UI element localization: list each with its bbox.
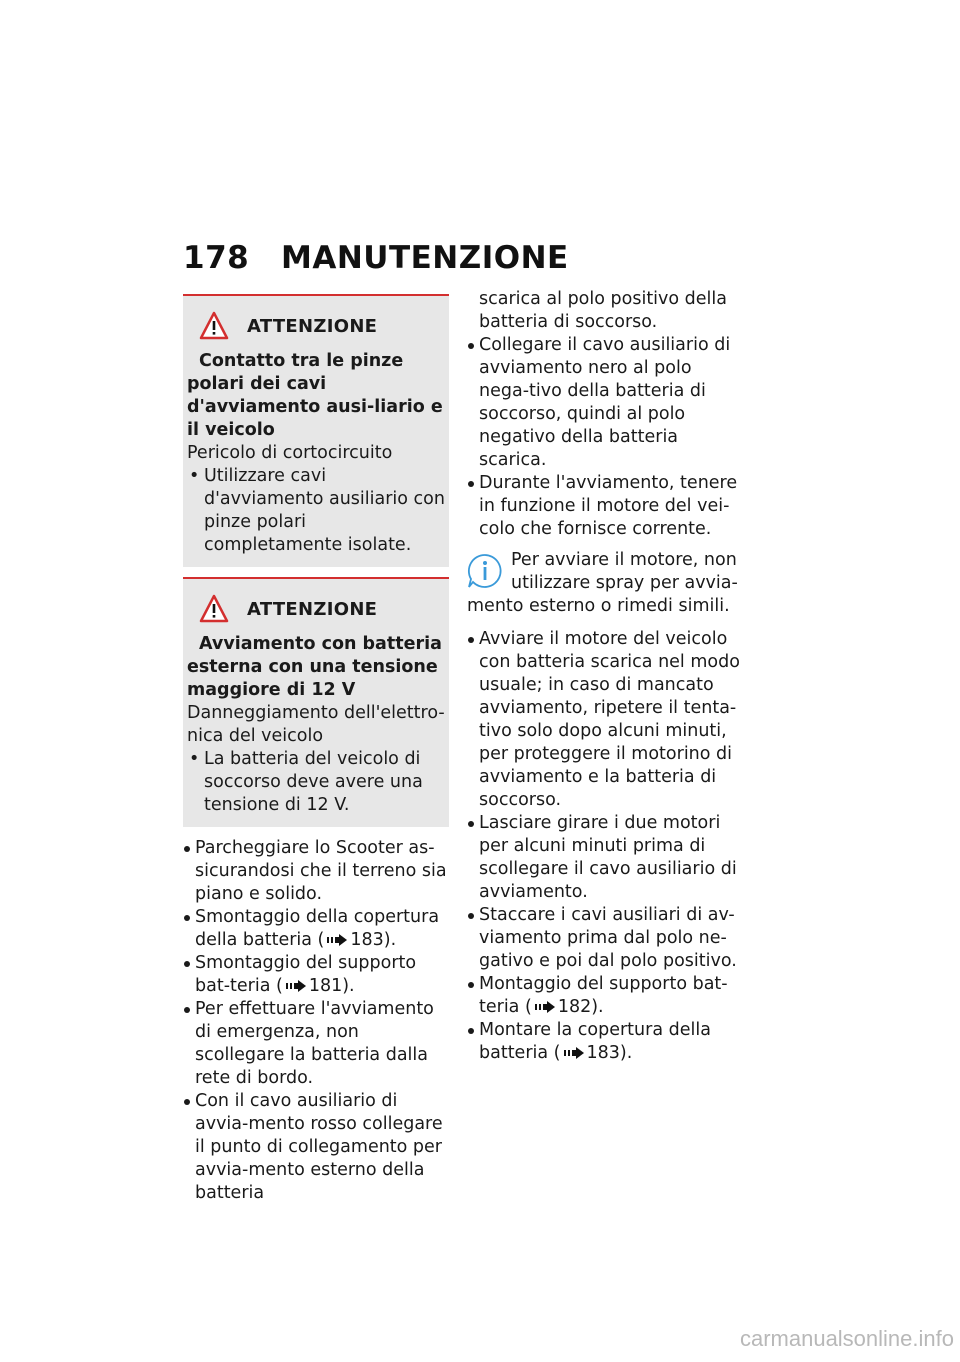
watermark: carmanualsonline.info (739, 1326, 954, 1351)
list-item: Staccare i cavi ausiliari di av-viamento prima dal polo ne-gativo e poi dal polo positivo. (467, 904, 742, 973)
steps-list (183, 837, 449, 1205)
list-item: Smontaggio del supporto bat-teria ( 181). (183, 952, 449, 998)
continued-text: scarica al polo positivo della batteria di soccorso. (479, 289, 727, 332)
list-item: Per effettuare l'avviamento di emergenza, non scollegare la batteria dalla rete di bordo. (183, 998, 449, 1090)
right-column (467, 288, 742, 1065)
section-title: MANUTENZIONE (281, 240, 569, 276)
warning-box (183, 577, 449, 827)
warning-title: ATTENZIONE (247, 598, 378, 620)
warning-text: Danneggiamento dell'elettro-nica del veicolo (187, 703, 445, 746)
page-reference-link[interactable]: 183 (586, 1043, 620, 1063)
info-note (467, 549, 742, 618)
list-item: Collegare il cavo ausiliario di avviamento nero al polo nega-tivo della batteria di soccorso, quindi al polo negativo della batteria scarica. (467, 334, 742, 472)
list-item: Montaggio del supporto bat-teria ( 182). (467, 973, 742, 1019)
info-text: Per avviare il motore, non utilizzare spray per avvia-mento esterno o rimedi simili. (467, 550, 738, 616)
list-item: Avviare il motore del veicolo con batteria scarica nel modo usuale; in caso di mancato avviamento, ripetere il tenta-tivo solo dopo alcuni minuti, per proteggere il motorino di avviamento e la batteria di soccorso. (467, 628, 742, 812)
list-item: Durante l'avviamento, tenere in funzione il motore del vei-colo che fornisce corrente. (467, 472, 742, 541)
page-reference-link[interactable]: 181 (308, 976, 343, 996)
steps-list (467, 628, 742, 1065)
warning-box (183, 294, 449, 567)
warning-subtitle: Contatto tra le pinze polari dei cavi d'avviamento ausi-liario e il veicolo (187, 351, 443, 440)
warning-subtitle: Avviamento con batteria esterna con una tensione maggiore di 12 V (187, 634, 442, 700)
list-item: Parcheggiare lo Scooter as-sicurandosi che il terreno sia piano e solido. (183, 837, 449, 906)
steps-list (467, 334, 742, 541)
page-header (183, 240, 569, 276)
reference-arrow-icon (535, 1001, 555, 1013)
warning-triangle-icon (199, 594, 229, 624)
page-number: 178 (183, 240, 250, 276)
list-item: Smontaggio della copertura della batteria ( 183). (183, 906, 449, 952)
reference-arrow-icon (286, 980, 306, 992)
list-item: Montare la copertura della batteria ( 183). (467, 1019, 742, 1065)
page-reference-link[interactable]: 182 (557, 997, 592, 1017)
reference-arrow-icon (564, 1047, 584, 1059)
warning-text: Pericolo di cortocircuito (187, 443, 393, 463)
left-column (183, 294, 449, 1205)
list-item: Lasciare girare i due motori per alcuni minuti prima di scollegare il cavo ausiliario di avviamento. (467, 812, 742, 904)
page-reference-link[interactable]: 183 (350, 930, 384, 950)
warning-triangle-icon (199, 311, 229, 341)
reference-arrow-icon (327, 934, 347, 946)
list-item: Con il cavo ausiliario di avvia-mento rosso collegare il punto di collegamento per avvia-mento esterno della batteria (183, 1090, 449, 1205)
warning-bullet: • La batteria del veicolo di soccorso deve avere una tensione di 12 V. (187, 748, 445, 817)
warning-bullet: • Utilizzare cavi d'avviamento ausiliario con pinze polari completamente isolate. (187, 465, 445, 557)
info-icon (467, 553, 503, 589)
warning-title: ATTENZIONE (247, 315, 378, 337)
